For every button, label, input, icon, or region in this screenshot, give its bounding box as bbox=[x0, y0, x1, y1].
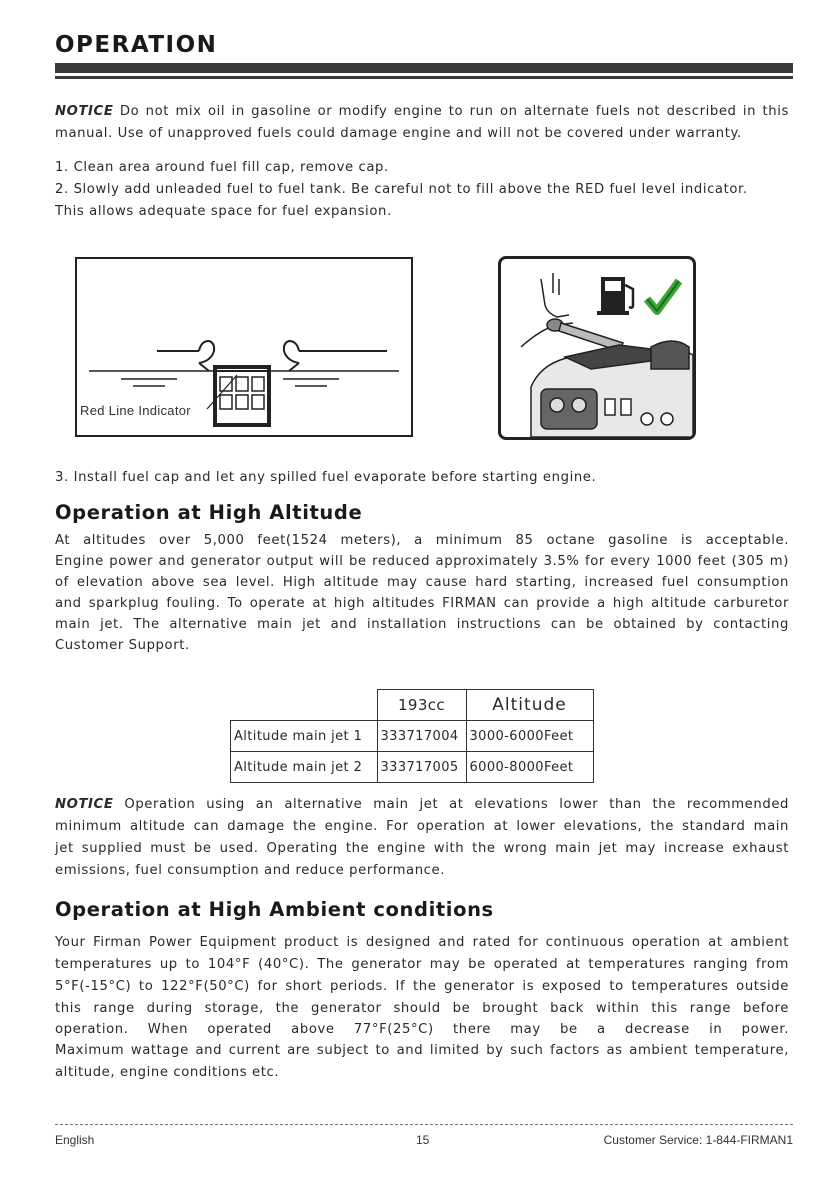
ambient-line: Maximum wattage and current are subject to and limited by such factors as ambient temperature, bbox=[55, 1043, 789, 1058]
section-title-high-altitude: Operation at High Altitude bbox=[55, 501, 363, 524]
generator-body bbox=[531, 341, 693, 437]
step-2: 2. Slowly add unleaded fuel to fuel tank. Be careful not to fill above the RED fuel level indicator. bbox=[55, 182, 748, 197]
notice2-line-4: emissions, fuel consumption and reduce performance. bbox=[55, 863, 446, 878]
altitude-line: and sparkplug fouling. To operate at high altitudes FIRMAN can provide a high altitude carburetor bbox=[55, 596, 789, 611]
step-3: 3. Install fuel cap and let any spilled fuel evaporate before starting engine. bbox=[55, 470, 597, 485]
table-cell: Altitude main jet 1 bbox=[231, 721, 378, 752]
section-title-high-ambient: Operation at High Ambient conditions bbox=[55, 898, 494, 921]
ambient-line: altitude, engine conditions etc. bbox=[55, 1065, 280, 1080]
table-cell bbox=[231, 690, 378, 721]
footer-rule bbox=[55, 1124, 793, 1125]
table-row bbox=[231, 752, 594, 783]
title-rule bbox=[55, 63, 793, 73]
fuel-level-diagram bbox=[75, 257, 413, 437]
ambient-line: operation. When operated above 77°F(25°C) there may be a decrease in power. bbox=[55, 1022, 789, 1037]
table-header-row bbox=[231, 690, 594, 721]
title-rule-thin bbox=[55, 76, 793, 79]
ambient-line: this range during storage, the generator should be brought back within this range before bbox=[55, 1001, 789, 1016]
table-header-cell: Altitude bbox=[466, 690, 593, 721]
table-cell: 3000-6000Feet bbox=[466, 721, 593, 752]
check-mark-icon bbox=[647, 281, 679, 311]
table-row bbox=[231, 721, 594, 752]
page-title: OPERATION bbox=[55, 32, 218, 58]
notice-label: NOTICE bbox=[55, 797, 114, 812]
refuel-illustration bbox=[498, 256, 696, 440]
altitude-line: At altitudes over 5,000 feet(1524 meters), a minimum 85 octane gasoline is acceptable. bbox=[55, 533, 789, 548]
generator-refuel-illustration bbox=[501, 259, 693, 437]
table-cell: Altitude main jet 2 bbox=[231, 752, 378, 783]
ambient-line: Your Firman Power Equipment product is designed and rated for continuous operation at ambient bbox=[55, 935, 789, 950]
red-line-indicator-label: Red Line Indicator bbox=[80, 403, 191, 418]
ambient-line: 5°F(-15°C) to 122°F(50°C) for short periods. If the generator is exposed to temperatures outside bbox=[55, 979, 789, 994]
notice-label: NOTICE bbox=[55, 104, 114, 119]
altitude-line: of elevation above sea level. High altitude may cause hard starting, increased fuel consumption bbox=[55, 575, 789, 590]
altitude-line: Customer Support. bbox=[55, 638, 190, 653]
page-number: 15 bbox=[416, 1133, 430, 1147]
step-2-continued: This allows adequate space for fuel expansion. bbox=[55, 204, 392, 219]
notice-text: Do not mix oil in gasoline or modify engine to run on alternate fuels not described in this bbox=[119, 104, 789, 119]
notice2-line-3: jet supplied must be used. Operating the engine with the wrong main jet may increase exhaust bbox=[55, 841, 789, 856]
altitude-line: Engine power and generator output will be reduced approximately 3.5% for every 1000 feet (305 m) bbox=[55, 554, 789, 569]
fuel-pump-icon bbox=[597, 277, 633, 315]
notice-text: Operation using an alternative main jet at elevations lower than the recommended bbox=[124, 797, 790, 812]
notice-line-1 bbox=[55, 101, 789, 123]
notice2-line-2: minimum altitude can damage the engine. For operation at lower elevations, the standard main bbox=[55, 819, 789, 834]
notice2-line-1 bbox=[55, 794, 789, 816]
footer-language: English bbox=[55, 1133, 95, 1147]
notice-line-2: manual. Use of unapproved fuels could damage engine and will not be covered under warranty. bbox=[55, 126, 742, 141]
table-cell: 333717004 bbox=[377, 721, 466, 752]
main-jet-table bbox=[230, 689, 594, 783]
footer-customer-service: Customer Service: 1-844-FIRMAN1 bbox=[603, 1133, 793, 1147]
altitude-line: main jet. The alternative main jet and installation instructions can be obtained by contacting bbox=[55, 617, 789, 632]
ambient-line: temperatures up to 104°F (40°C). The generator may be operated at temperatures ranging from bbox=[55, 957, 789, 972]
step-1: 1. Clean area around fuel fill cap, remove cap. bbox=[55, 160, 389, 175]
table-cell: 333717005 bbox=[377, 752, 466, 783]
table-header-cell: 193cc bbox=[377, 690, 466, 721]
table-cell: 6000-8000Feet bbox=[466, 752, 593, 783]
